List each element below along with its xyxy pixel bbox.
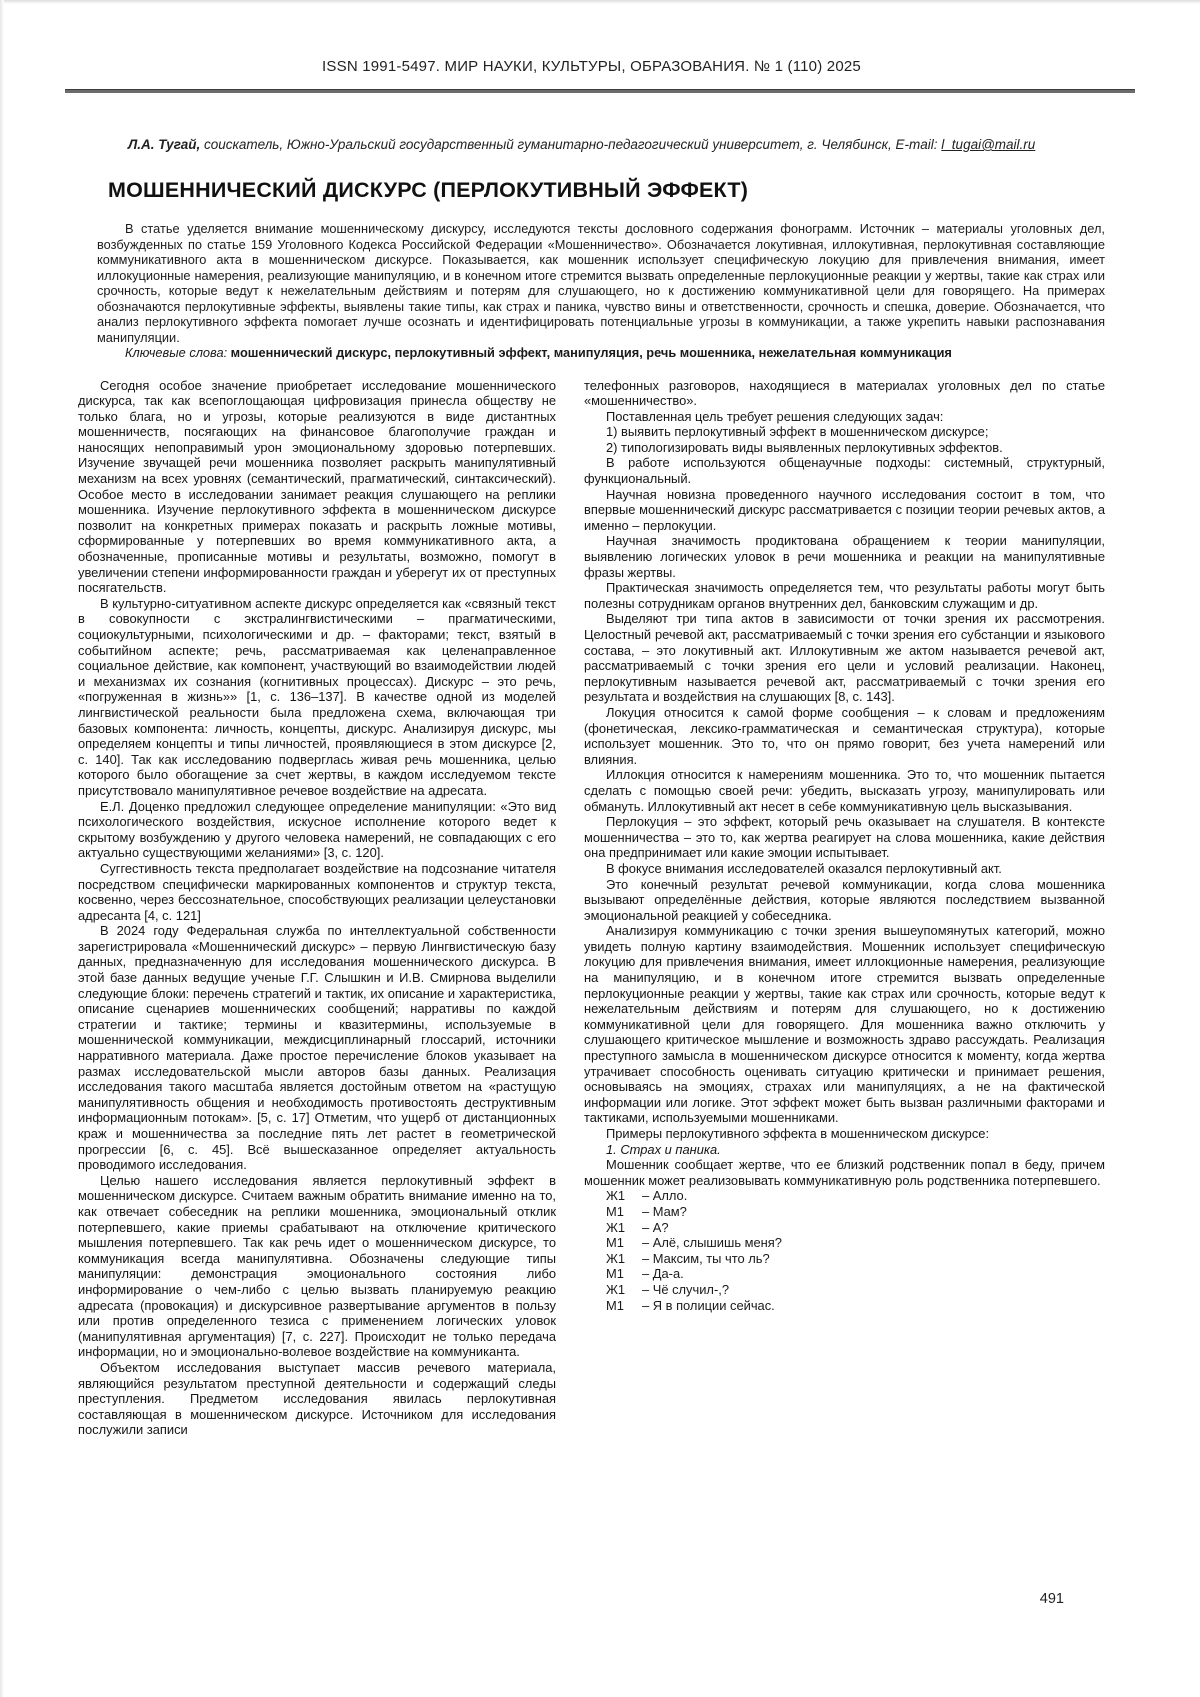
dialogue-line bbox=[584, 1220, 1105, 1236]
dialogue-speaker: М1 bbox=[606, 1297, 624, 1313]
dialogue-transcript bbox=[584, 1188, 1105, 1313]
dialogue-text: – Чё случил-,? bbox=[642, 1281, 729, 1297]
paragraph: Локуция относится к самой форме сообщения – к словам и предложениям (фонетическая, лексико-грамматическая и семантическая структура), которые использует мошенник. Это то, что он прямо говорит, без учета намерений или влияния. bbox=[584, 704, 1105, 767]
paragraph: В работе используются общенаучные подходы: системный, структурный, функциональный. bbox=[584, 455, 1105, 487]
author-name: Л.А. Тугай, bbox=[128, 137, 201, 152]
body-right-column bbox=[584, 378, 1105, 1438]
paragraph: Примеры перлокутивного эффекта в мошенническом дискурсе: bbox=[606, 1126, 990, 1141]
dialogue-speaker: М1 bbox=[606, 1235, 624, 1251]
dialogue-speaker: Ж1 bbox=[606, 1281, 626, 1297]
author-line bbox=[128, 137, 1105, 152]
paragraph: 1) выявить перлокутивный эффект в мошенническом дискурсе; bbox=[606, 424, 989, 440]
paragraph: Сегодня особое значение приобретает исследование мошеннического дискурса, так как всепоглощающая цифровизация принесла обществу не только блага, но и угрозы, которые реализуются в виде дистантных мошенничеств, посягающих на финансовое благополучие граждан и наносящих непоправимый урон эмоциональному здоровью потерпевших. Изучение звучащей речи мошенника позволяет раскрыть манипулятивный механизм на всех уровнях (семантический, прагматический, синтаксический). Особое место в исследовании занимает реакция слушающего на реплики мошенника. Изучение перлокутивного эффекта в мошенническом дискурсе позволит на конкретных примерах показать и раскрыть ложные мотивы, сформированные у потерпевших во время коммуникативного акта, а обозначенные, прописанные мотивы и результаты, возможно, помогут в увеличении степени информированности граждан и уберегут их от преступных посягательств. bbox=[78, 377, 556, 596]
header-rule bbox=[65, 89, 1135, 93]
paragraph: Иллокция относится к намерениям мошенника. Это то, что мошенник пытается сделать с помощью своей речи: убедить, высказать угрозу, манипулировать или обмануть. Иллокутивный акт несет в себе коммуникативную цель высказывания. bbox=[584, 767, 1105, 814]
dialogue-text: – Алло. bbox=[642, 1188, 688, 1204]
dialogue-text: – А? bbox=[642, 1219, 669, 1235]
paragraph: Научная новизна проведенного научного исследования состоит в том, что впервые мошеннический дискурс рассматривается с позиции теории речевых актов, а именно – перлокуции. bbox=[584, 486, 1105, 533]
paragraph: Это конечный результат речевой коммуникации, когда слова мошенника вызывают определённые действия, которые являются последствием вызванной эмоциональной реакцией у собеседника. bbox=[584, 876, 1105, 923]
paragraph: Е.Л. Доценко предложил следующее определение манипуляции: «Это вид психологического воздействия, искусное исполнение которого ведет к скрытому возбуждению у другого человека намерений, не совпадающих с его актуально существующими желаниями» [3, с. 120]. bbox=[78, 798, 556, 861]
article-title: МОШЕННИЧЕСКИЙ ДИСКУРС (ПЕРЛОКУТИВНЫЙ ЭФФЕКТ) bbox=[108, 178, 749, 202]
paragraph: Суггестивность текста предполагает воздействие на подсознание читателя посредством специфически маркированных компонентов и структур текста, косвенно, через бессознательное, способствующих реализации целеустановки адресанта [4, с. 121] bbox=[78, 860, 556, 923]
paragraph: Объектом исследования выступает массив речевого материала, являющийся результатом преступной деятельности и содержащий следы преступления. Предметом исследования явилась перлокутивная составляющая в мошенническом дискурсе. Источником для исследования послужили записи bbox=[78, 1359, 556, 1438]
paragraph: Практическая значимость определяется тем, что результаты работы могут быть полезны сотрудникам органов внутренних дел, банковским служащим и др. bbox=[584, 580, 1105, 611]
keywords-label: Ключевые слова: bbox=[125, 345, 228, 360]
paragraph: 2) типологизировать виды выявленных перлокутивных эффектов. bbox=[606, 439, 1003, 455]
paragraph: Научная значимость продиктована обращением к теории манипуляции, выявлению логических уловок в речи мошенника и реакции на манипулятивные фразы жертвы. bbox=[584, 533, 1105, 580]
dialogue-line bbox=[584, 1282, 1105, 1298]
author-email-link[interactable]: l_tugai@mail.ru bbox=[941, 137, 1036, 152]
keywords-line bbox=[97, 345, 1105, 361]
abstract-text: В статье уделяется внимание мошенническому дискурсу, исследуются тексты дословного содержания фонограмм. Источник – материалы уголовных дел, возбужденных по статье 159 Уголовного Кодекса Российской Федерации «Мошенничество». Обозначается локутивная, иллокутивная, перлокутивная составляющие коммуникативного акта в мошенническом дискурсе. Показывается, как мошенник использует специфическую локуцию для привлечения внимания, имеет иллокуционные намерения, реализующие манипуляцию, и в конечном итоге стремится вызвать определенные перлокуционные реакции у жертвы, такие как страх или срочность, которые ведут к нежелательным действиям и потерям для слушающего, но к достижению коммуникативной цели для говорящего. На примерах обозначаются перлокутивные эффекты, выявлены такие типы, как страх и паника, чувство вины и ответственности, срочность и спешка, доверие. Обозначается, что анализ перлокутивного эффекта помогает лучше осознать и идентифицировать потенциальные угрозы в коммуникации, а также укрепить навыки распознавания манипуляции. bbox=[97, 221, 1105, 345]
dialogue-text: – Алё, слышишь меня? bbox=[642, 1235, 782, 1251]
paragraph: Целью нашего исследования является перлокутивный эффект в мошенническом дискурсе. Считаем важным обратить внимание именно на то, как отвечает собеседник на реплики мошенника, эмоциональный отклик потерпевшего, какие приемы срабатывают на отключение критического мышления потерпевшего. Так как речь идет о мошенническом дискурсе, то коммуникация всегда манипулятивна. Обозначены следующие типы манипуляции: демонстрация эмоционального состояния либо информирование о чем-либо с целью вызвать планируемую реакцию адресата (провокация) и дискурсивное развертывание аргументов в пользу или против определенного тезиса с применением логических уловок (манипулятивная аргументация) [7, с. 227]. Происходит не только передача информации, но и эмоционально-волевое воздействие на коммуниканта. bbox=[78, 1172, 556, 1360]
body-left-column bbox=[78, 378, 556, 1438]
paragraph: Мошенник сообщает жертве, что ее близкий родственник попал в беду, причем мошенник может реализовывать коммуникативную роль родственника потерпевшего. bbox=[584, 1157, 1105, 1188]
paragraph: телефонных разговоров, находящиеся в материалах уголовных дел по статье «мошенничество». bbox=[584, 377, 1105, 409]
dialogue-text: – Да-а. bbox=[642, 1266, 684, 1282]
dialogue-line bbox=[584, 1298, 1105, 1314]
dialogue-line bbox=[584, 1235, 1105, 1251]
paragraph: Анализируя коммуникацию с точки зрения вышеупомянутых категорий, можно увидеть полную картину взаимодействия. Мошенник использует специфическую локуцию для привлечения внимания, имеет иллокционные намерения, реализующие на манипуляцию, и в конечном итоге стремится вызвать определенные перлокуционные реакции у жертвы, такие как страх или срочность, которые ведут к нежелательным действиям и потерям для слушающего, но к достижению коммуникативной цели для говорящего. Для мошенника важно отключить у слушающего критическое мышление и возможность здраво рассуждать. Реализация преступного замысла в мошенническом дискурсе относится к моменту, когда жертва утрачивает способность оценивать ситуацию критически и принимает решения, основываясь на эмоциях, страхах или манипуляциях, а не на фактической информации или логике. Этот эффект может быть вызван различными факторами и тактиками, используемыми мошенниками. bbox=[584, 923, 1105, 1126]
column-gutter bbox=[556, 378, 584, 1438]
paragraph: В 2024 году Федеральная служба по интеллектуальной собственности зарегистрировала «Мошеннический дискурс» – первую Лингвистическую базу данных, предназначенную для исследования мошеннического дискурса. В этой базе данных ведущие ученые Г.Г. Слышкин и И.В. Смирнова выделили следующие блоки: перечень стратегий и тактик, их описание и характеристика, описание сценариев мошеннических сообщений; нарративы по каждой стратегии и тактике; термины и квазитермины, используемые в мошеннической коммуникации, междисциплинарный глоссарий, источники нарративного материала. Даже простое перечисление блоков указывает на размах исследовательской мысли авторов базы данных. Реализация исследования такого масштаба является достойным ответом на «растущую манипулятивность общения и необходимость противостоять деструктивным информационным потокам». [5, с. 17] Отметим, что ущерб от дистанционных краж и мошенничества за последние пять лет растет в геометрической прогрессии [6, с. 45]. Всё вышесказанное определяет актуальность проводимого исследования. bbox=[78, 923, 556, 1173]
author-affiliation: соискатель, Южно-Уральский государственный гуманитарно-педагогический университет, г. Челябинск, E-mail: bbox=[200, 137, 942, 152]
paragraph: Выделяют три типа актов в зависимости от точки зрения их рассмотрения. Целостный речевой акт, рассматриваемый с точки зрения его субстанции и языкового состава, – это локутивный акт. Иллокутивным же актом называется речевой акт, рассматриваемый с точки зрения его цели и условий реализации. Наконец, перлокутивным называется речевой акт, рассматриваемый с точки зрения его результата и воздействия на слушающих [8, с. 143]. bbox=[584, 611, 1105, 705]
paragraph: В культурно-ситуативном аспекте дискурс определяется как «связный текст в совокупности с экстралингвистическими – прагматическими, социокультурными, психологическими и др. – факторами; текст, взятый в событийном аспекте; речь, рассматриваемая как целенаправленное социальное действие, как компонент, участвующий во взаимодействии людей и механизмах их сознания (когнитивных процессах). Дискурс – это речь, «погруженная в жизнь»» [1, с. 136–137]. В качестве одной из моделей лингвистической реальности была предложена схема, включающая три базовых компонента: личность, концепты, дискурс. Анализируя дискурс, мы определяем концепты и типы личностей, проявляющиеся в этом дискурсе [2, с. 140]. Так как исследованию подверглась живая речь мошенника, целью которого было обогащение за счет жертвы, в каждом исследуемом тексте присутствовало манипулятивное речевое воздействие на адресата. bbox=[78, 595, 556, 798]
paragraph: В фокусе внимания исследователей оказался перлокутивный акт. bbox=[606, 860, 1002, 876]
dialogue-line bbox=[584, 1266, 1105, 1282]
dialogue-line bbox=[584, 1204, 1105, 1220]
keywords-text: мошеннический дискурс, перлокутивный эффект, манипуляция, речь мошенника, нежелательная коммуникация bbox=[227, 345, 952, 360]
paragraph: Перлокуция – это эффект, который речь оказывает на слушателя. В контексте мошенничества – это то, как жертва реагирует на слова мошенника, какие действия она предпринимает или какие эмоции испытывает. bbox=[584, 814, 1105, 861]
journal-header: ISSN 1991-5497. МИР НАУКИ, КУЛЬТУРЫ, ОБРАЗОВАНИЯ. № 1 (110) 2025 bbox=[322, 58, 861, 75]
dialogue-speaker: Ж1 bbox=[606, 1250, 626, 1266]
dialogue-speaker: М1 bbox=[606, 1266, 624, 1282]
dialogue-speaker: Ж1 bbox=[606, 1219, 626, 1235]
dialogue-text: – Максим, ты что ль? bbox=[642, 1250, 770, 1266]
dialogue-speaker: Ж1 bbox=[606, 1188, 626, 1204]
dialogue-speaker: М1 bbox=[606, 1203, 624, 1219]
example-heading: 1. Страх и паника. bbox=[606, 1141, 721, 1157]
article-body bbox=[78, 378, 1105, 1438]
dialogue-text: – Мам? bbox=[642, 1203, 687, 1219]
dialogue-text: – Я в полиции сейчас. bbox=[642, 1297, 775, 1313]
paragraph: Поставленная цель требует решения следующих задач: bbox=[606, 408, 944, 424]
dialogue-line bbox=[584, 1251, 1105, 1267]
page-number: 491 bbox=[1039, 1591, 1064, 1607]
dialogue-line bbox=[584, 1188, 1105, 1204]
